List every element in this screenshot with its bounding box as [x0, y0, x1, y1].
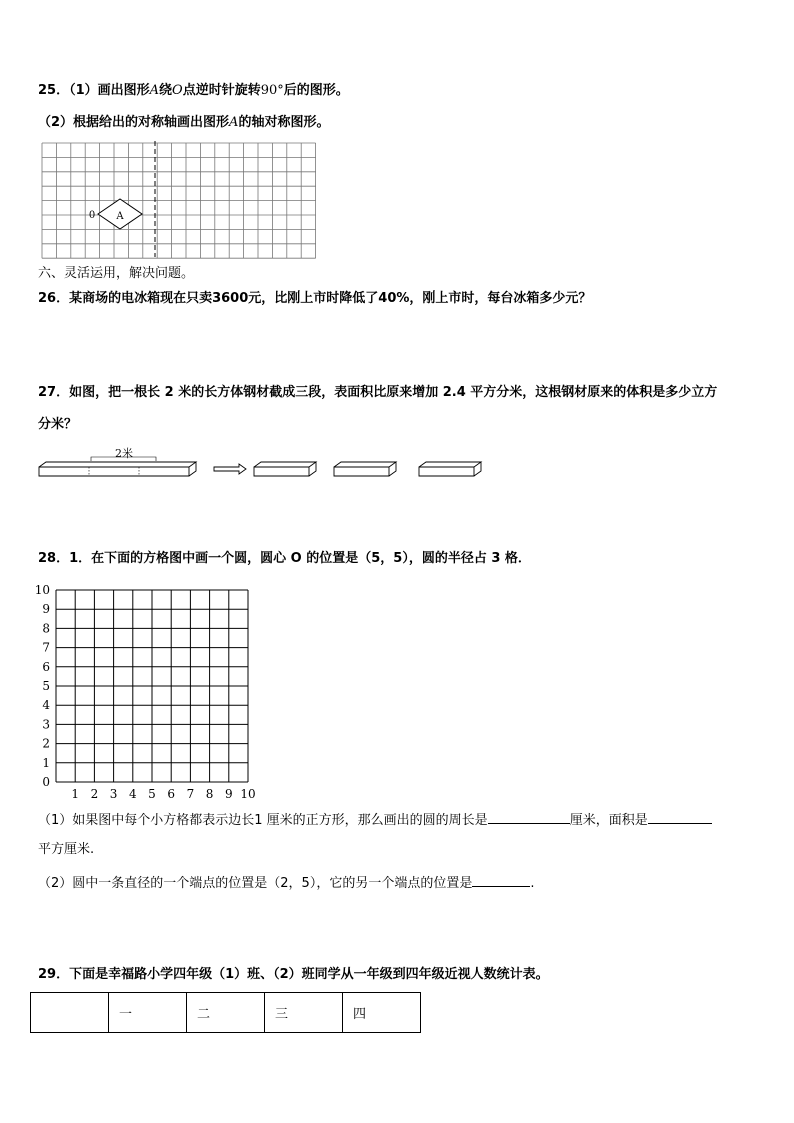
q25-part2: （2）根据给出的对称轴画出图形A的轴对称图形。	[38, 115, 330, 130]
q28-coordinate-grid	[34, 582, 264, 798]
table-cell: 四	[343, 993, 421, 1033]
y-tick-label: 7	[42, 640, 50, 655]
x-tick-label: 8	[205, 787, 214, 798]
q27-line2: 分米？	[38, 417, 78, 432]
table-header-row	[31, 993, 421, 1033]
shape-a-label: A	[116, 211, 124, 222]
x-tick-label: 2	[90, 787, 99, 798]
y-tick-label: 10	[34, 583, 50, 597]
y-tick-label: 8	[42, 621, 50, 636]
table-cell: 二	[187, 993, 265, 1033]
piece-1	[254, 462, 316, 476]
q25-part1: 25．（1）画出图形A绕O点逆时针旋转90°后的图形。	[38, 83, 349, 98]
x-tick-label: 3	[109, 787, 118, 798]
table-cell	[31, 993, 109, 1033]
q28-part2: （2）圆中一条直径的一个端点的位置是（2，5），它的另一个端点的位置是 .	[38, 873, 534, 893]
arrow-icon	[214, 464, 246, 474]
y-tick-label: 5	[42, 679, 50, 693]
x-tick-label: 1	[71, 787, 80, 798]
length-label: 2米	[115, 447, 133, 460]
myopia-stats-table	[30, 992, 421, 1033]
q27-line1: 27．如图，把一根长 2 米的长方体钢材截成三段，表面积比原来增加 2.4 平方分米，这根钢材原来的体积是多少立方	[38, 385, 718, 400]
y-tick-label: 4	[42, 698, 50, 713]
piece-2	[334, 462, 396, 476]
circumference-blank[interactable]	[488, 810, 570, 824]
table-cell: 三	[265, 993, 343, 1033]
y-tick-label: 6	[42, 659, 50, 674]
point-o-label: 0	[88, 210, 96, 221]
x-tick-label: 10	[240, 787, 256, 798]
x-tick-label: 9	[224, 787, 233, 798]
q27-steel-figure	[36, 444, 486, 480]
q29-title: 29．下面是幸福路小学四年级（1）班、（2）班同学从一年级到四年级近视人数统计表。	[38, 967, 549, 982]
x-tick-label: 5	[148, 787, 156, 798]
long-bar	[39, 462, 196, 476]
q28-part1-unit: 平方厘米.	[38, 842, 95, 857]
y-tick-label: 0	[42, 775, 50, 789]
endpoint-blank[interactable]	[472, 873, 530, 887]
q25-grid-figure	[40, 141, 316, 261]
q26-text: 26．某商场的电冰箱现在只卖3600元，比刚上市时降低了40%，刚上市时，每台冰箱多少元？	[38, 291, 592, 306]
y-tick-label: 9	[42, 602, 50, 617]
q28-part1: （1）如果图中每个小方格都表示边长1 厘米的正方形，那么画出的圆的周长是 厘米，面积是	[38, 810, 712, 830]
y-tick-label: 2	[42, 736, 50, 751]
y-tick-label: 3	[42, 717, 50, 732]
x-tick-label: 6	[167, 787, 176, 798]
x-tick-label: 4	[128, 787, 137, 798]
table-cell: 一	[109, 993, 187, 1033]
q28-title: 28．1．在下面的方格图中画一个圆，圆心 O 的位置是（5，5），圆的半径占 3 格．	[38, 551, 531, 566]
piece-3	[419, 462, 481, 476]
y-tick-label: 1	[42, 755, 50, 770]
x-tick-label: 7	[186, 787, 195, 798]
section-6-heading: 六、灵活运用，解决问题。	[38, 266, 195, 281]
area-blank[interactable]	[648, 810, 712, 824]
